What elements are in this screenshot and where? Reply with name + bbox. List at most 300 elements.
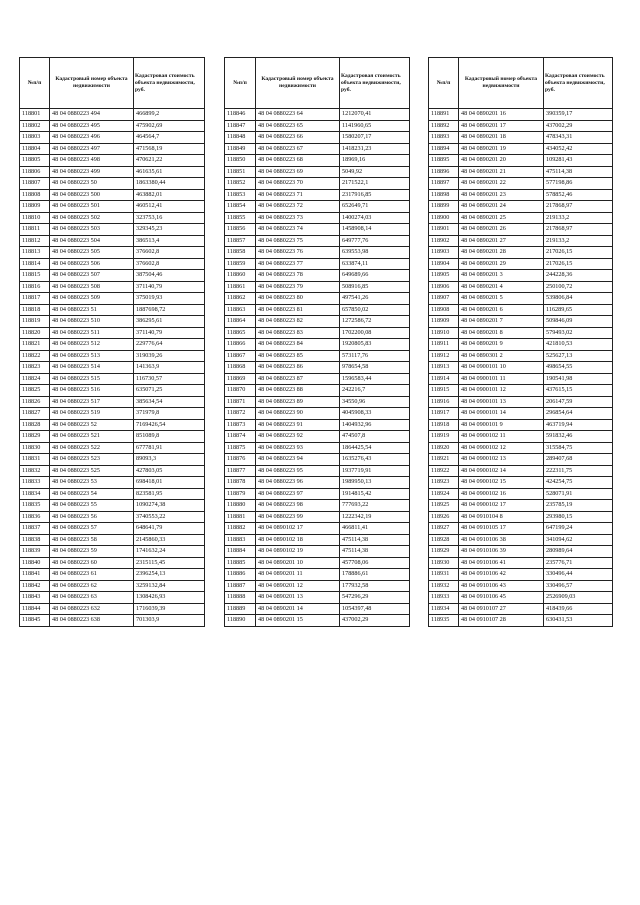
cadastral-cost-cell: 777693,22: [340, 500, 410, 512]
row-number-cell: 118897: [429, 178, 459, 190]
cadastral-number-cell: 48 04 0880223 510: [50, 316, 134, 328]
cadastral-cost-cell: 474507,8: [340, 431, 410, 443]
cadastral-number-cell: 48 04 0890201 11: [256, 569, 340, 581]
table-row: [225, 224, 410, 236]
cadastral-cost-cell: 217026,15: [544, 258, 613, 270]
row-number-cell: 118801: [20, 109, 50, 121]
table-row: [429, 546, 613, 558]
table-row: [225, 385, 410, 397]
table-row: [429, 143, 613, 155]
row-number-cell: 118845: [20, 615, 50, 627]
table-row: [20, 212, 205, 224]
cadastral-number-cell: 48 04 0890201 6: [459, 304, 544, 316]
table-row: [429, 615, 613, 627]
cadastral-number-cell: 48 04 0880223 68: [256, 155, 340, 167]
cadastral-number-cell: 48 04 0880223 512: [50, 339, 134, 351]
row-number-cell: 118870: [225, 385, 256, 397]
table-row: [20, 569, 205, 581]
row-number-cell: 118910: [429, 327, 459, 339]
row-number-cell: 118900: [429, 212, 459, 224]
cadastral-cost-cell: 217868,97: [544, 201, 613, 213]
row-number-cell: 118904: [429, 258, 459, 270]
cadastral-cost-cell: 3259132,84: [134, 580, 205, 592]
cadastral-number-cell: 48 04 0910106 41: [459, 557, 544, 569]
header-cost: Кадастровая стоимость объекта недвижимости, руб.: [134, 58, 205, 109]
table-row: [429, 465, 613, 477]
cadastral-number-cell: 48 04 0900101 11: [459, 373, 544, 385]
cadastral-cost-cell: 4045908,33: [340, 408, 410, 420]
table-row: [225, 339, 410, 351]
table-row: [225, 247, 410, 259]
cadastral-cost-cell: 648641,79: [134, 523, 205, 535]
row-number-cell: 118830: [20, 442, 50, 454]
table-row: [225, 189, 410, 201]
cadastral-cost-cell: 578852,46: [544, 189, 613, 201]
row-number-cell: 118931: [429, 569, 459, 581]
cadastral-cost-cell: 371140,79: [134, 327, 205, 339]
cadastral-cost-cell: 464564,7: [134, 132, 205, 144]
table-row: [225, 373, 410, 385]
row-number-cell: 118857: [225, 235, 256, 247]
cadastral-cost-cell: 217868,97: [544, 224, 613, 236]
cadastral-number-cell: 48 04 0880223 85: [256, 350, 340, 362]
row-number-cell: 118853: [225, 189, 256, 201]
table-row: [20, 350, 205, 362]
row-number-cell: 118926: [429, 511, 459, 523]
table-row: [20, 385, 205, 397]
row-number-cell: 118884: [225, 546, 256, 558]
table-row: [225, 362, 410, 374]
cadastral-number-cell: 48 04 0880223 76: [256, 247, 340, 259]
table-row: [429, 304, 613, 316]
table-row: [20, 431, 205, 443]
row-number-cell: 118887: [225, 580, 256, 592]
cadastral-cost-cell: 323753,16: [134, 212, 205, 224]
row-number-cell: 118882: [225, 523, 256, 535]
header-cadastral: Кадастровый номер объекта недвижимости: [256, 58, 340, 109]
row-number-cell: 118808: [20, 189, 50, 201]
row-number-cell: 118862: [225, 293, 256, 305]
row-number-cell: 118920: [429, 442, 459, 454]
table-row: [225, 235, 410, 247]
row-number-cell: 118929: [429, 546, 459, 558]
row-number-cell: 118872: [225, 408, 256, 420]
cadastral-cost-cell: 498654,55: [544, 362, 613, 374]
row-number-cell: 118844: [20, 603, 50, 615]
row-number-cell: 118933: [429, 592, 459, 604]
table-row: [20, 488, 205, 500]
row-number-cell: 118878: [225, 477, 256, 489]
cadastral-number-cell: 48 04 0890301 2: [459, 350, 544, 362]
cadastral-number-cell: 48 04 0880223 69: [256, 166, 340, 178]
row-number-cell: 118826: [20, 396, 50, 408]
cadastral-number-cell: 48 04 0880223 61: [50, 569, 134, 581]
table-row: [20, 327, 205, 339]
table-row: [225, 327, 410, 339]
cadastral-cost-cell: 466899,2: [134, 109, 205, 121]
cadastral-cost-cell: 1400274,03: [340, 212, 410, 224]
header-cadastral: Кадастровый номер объекта недвижимости: [459, 58, 544, 109]
row-number-cell: 118891: [429, 109, 459, 121]
cadastral-cost-cell: 244228,36: [544, 270, 613, 282]
table-row: [429, 454, 613, 466]
table-row: [225, 155, 410, 167]
cadastral-cost-cell: 386295,61: [134, 316, 205, 328]
table-row: [429, 419, 613, 431]
table-row: [20, 523, 205, 535]
table-row: [225, 580, 410, 592]
cadastral-cost-cell: 289407,68: [544, 454, 613, 466]
cadastral-cost-cell: 293980,15: [544, 511, 613, 523]
table-row: [429, 293, 613, 305]
cadastral-cost-cell: 460512,41: [134, 201, 205, 213]
cadastral-cost-cell: 1272586,72: [340, 316, 410, 328]
table-row: [225, 281, 410, 293]
row-number-cell: 118869: [225, 373, 256, 385]
cadastral-cost-cell: 371140,79: [134, 281, 205, 293]
cadastral-cost-cell: 630431,53: [544, 615, 613, 627]
table-body: [225, 109, 410, 627]
row-number-cell: 118835: [20, 500, 50, 512]
table-row: [20, 201, 205, 213]
cadastral-number-cell: 48 04 0880223 638: [50, 615, 134, 627]
cadastral-cost-cell: 1090274,38: [134, 500, 205, 512]
table-row: [225, 166, 410, 178]
cadastral-number-cell: 48 04 0880223 91: [256, 419, 340, 431]
table-row: [429, 339, 613, 351]
cadastral-cost-cell: 652649,71: [340, 201, 410, 213]
cadastral-cost-cell: 1863380,44: [134, 178, 205, 190]
cadastral-cost-cell: 386513,4: [134, 235, 205, 247]
cadastral-number-cell: 48 04 0890201 5: [459, 293, 544, 305]
table-row: [20, 557, 205, 569]
row-number-cell: 118825: [20, 385, 50, 397]
table-row: [429, 408, 613, 420]
table-row: [20, 235, 205, 247]
table-row: [429, 488, 613, 500]
table-row: [225, 304, 410, 316]
table-row: [225, 316, 410, 328]
cadastral-cost-cell: 385634,54: [134, 396, 205, 408]
row-number-cell: 118886: [225, 569, 256, 581]
cadastral-number-cell: 48 04 0880223 87: [256, 373, 340, 385]
cadastral-number-cell: 48 04 0880223 80: [256, 293, 340, 305]
cadastral-cost-cell: 478343,31: [544, 132, 613, 144]
row-number-cell: 118839: [20, 546, 50, 558]
cadastral-cost-cell: 2315115,45: [134, 557, 205, 569]
cadastral-number-cell: 48 04 0880223 508: [50, 281, 134, 293]
row-number-cell: 118842: [20, 580, 50, 592]
cadastral-cost-cell: 421810,53: [544, 339, 613, 351]
row-number-cell: 118812: [20, 235, 50, 247]
cadastral-number-cell: 48 04 0900102 14: [459, 465, 544, 477]
row-number-cell: 118915: [429, 385, 459, 397]
cadastral-cost-cell: 1914815,42: [340, 488, 410, 500]
cadastral-cost-cell: 547296,29: [340, 592, 410, 604]
cadastral-cost-cell: 34550,96: [340, 396, 410, 408]
cadastral-cost-cell: 591832,46: [544, 431, 613, 443]
table-row: [225, 132, 410, 144]
table-row: [429, 523, 613, 535]
cadastral-cost-cell: 190541,98: [544, 373, 613, 385]
cadastral-number-cell: 48 04 0880223 515: [50, 373, 134, 385]
cadastral-number-cell: 48 04 0880223 81: [256, 304, 340, 316]
table-row: [20, 546, 205, 558]
cadastral-number-cell: 48 04 0880223 77: [256, 258, 340, 270]
table-row: [225, 419, 410, 431]
row-number-cell: 118851: [225, 166, 256, 178]
header-cadastral: Кадастровый номер объекта недвижимости: [50, 58, 134, 109]
cadastral-cost-cell: 141363,9: [134, 362, 205, 374]
row-number-cell: 118804: [20, 143, 50, 155]
cadastral-number-cell: 48 04 0880223 89: [256, 396, 340, 408]
table-row: [429, 362, 613, 374]
cadastral-cost-cell: 525627,13: [544, 350, 613, 362]
cadastral-cost-cell: 1458908,14: [340, 224, 410, 236]
row-number-cell: 118901: [429, 224, 459, 236]
table-row: [429, 385, 613, 397]
cadastral-number-cell: 48 04 0900101 12: [459, 385, 544, 397]
cadastral-number-cell: 48 04 0880223 523: [50, 454, 134, 466]
cadastral-number-cell: 48 04 0880223 70: [256, 178, 340, 190]
cadastral-cost-cell: 375019,93: [134, 293, 205, 305]
table-row: [20, 132, 205, 144]
cadastral-number-cell: 48 04 0880223 95: [256, 465, 340, 477]
cadastral-number-cell: 48 04 0880223 496: [50, 132, 134, 144]
cadastral-cost-cell: 116730,57: [134, 373, 205, 385]
table-row: [429, 373, 613, 385]
cadastral-cost-cell: 1702200,08: [340, 327, 410, 339]
table-row: [429, 166, 613, 178]
table-row: [225, 569, 410, 581]
cadastral-number-cell: 48 04 0880223 495: [50, 120, 134, 132]
cadastral-number-cell: 48 04 0880223 503: [50, 224, 134, 236]
row-number-cell: 118921: [429, 454, 459, 466]
row-number-cell: 118850: [225, 155, 256, 167]
table-row: [225, 396, 410, 408]
table-row: [225, 454, 410, 466]
cadastral-number-cell: 48 04 0880223 51: [50, 304, 134, 316]
row-number-cell: 118875: [225, 442, 256, 454]
row-number-cell: 118841: [20, 569, 50, 581]
cadastral-cost-cell: 390359,17: [544, 109, 613, 121]
cadastral-cost-cell: 437615,15: [544, 385, 613, 397]
cadastral-cost-cell: 457708,06: [340, 557, 410, 569]
cadastral-number-cell: 48 04 0880223 93: [256, 442, 340, 454]
cadastral-number-cell: 48 04 0890201 23: [459, 189, 544, 201]
cadastral-cost-cell: 250100,72: [544, 281, 613, 293]
header-cost: Кадастровая стоимость объекта недвижимости, руб.: [340, 58, 410, 109]
cadastral-number-cell: 48 04 0880223 72: [256, 201, 340, 213]
table-row: [429, 534, 613, 546]
row-number-cell: 118818: [20, 304, 50, 316]
table-row: [225, 592, 410, 604]
cadastral-number-cell: 48 04 0900102 11: [459, 431, 544, 443]
row-number-cell: 118858: [225, 247, 256, 259]
table-row: [429, 270, 613, 282]
cadastral-number-cell: 48 04 0880223 64: [256, 109, 340, 121]
table-row: [429, 212, 613, 224]
row-number-cell: 118879: [225, 488, 256, 500]
row-number-cell: 118930: [429, 557, 459, 569]
cadastral-number-cell: 48 04 0880223 84: [256, 339, 340, 351]
cadastral-cost-cell: 577198,86: [544, 178, 613, 190]
cadastral-cost-cell: 434052,42: [544, 143, 613, 155]
row-number-cell: 118935: [429, 615, 459, 627]
cadastral-number-cell: 48 04 0900102 15: [459, 477, 544, 489]
cadastral-cost-cell: 1716039,39: [134, 603, 205, 615]
row-number-cell: 118883: [225, 534, 256, 546]
cadastral-number-cell: 48 04 0890201 8: [459, 327, 544, 339]
cadastral-number-cell: 48 04 0880223 500: [50, 189, 134, 201]
cadastral-number-cell: 48 04 0890201 13: [256, 592, 340, 604]
cadastral-number-cell: 48 04 0890201 9: [459, 339, 544, 351]
table-row: [20, 316, 205, 328]
cadastral-number-cell: 48 04 0890201 20: [459, 155, 544, 167]
cadastral-number-cell: 48 04 0890201 7: [459, 316, 544, 328]
cadastral-cost-cell: 427803,05: [134, 465, 205, 477]
cadastral-number-cell: 48 04 0880223 506: [50, 258, 134, 270]
cadastral-number-cell: 48 04 0890201 17: [459, 120, 544, 132]
cadastral-number-cell: 48 04 0880223 71: [256, 189, 340, 201]
row-number-cell: 118823: [20, 362, 50, 374]
cadastral-number-cell: 48 04 0900101 13: [459, 396, 544, 408]
row-number-cell: 118805: [20, 155, 50, 167]
table-header-row: [225, 58, 410, 109]
cadastral-cost-cell: 475114,38: [340, 534, 410, 546]
cadastral-cost-cell: 376602,8: [134, 247, 205, 259]
cadastral-number-cell: 48 04 0890201 12: [256, 580, 340, 592]
table-row: [20, 120, 205, 132]
table-row: [20, 189, 205, 201]
cadastral-cost-cell: 528071,91: [544, 488, 613, 500]
cadastral-table-1: [19, 57, 205, 627]
cadastral-cost-cell: 330496,44: [544, 569, 613, 581]
row-number-cell: 118890: [225, 615, 256, 627]
table-row: [225, 488, 410, 500]
row-number-cell: 118809: [20, 201, 50, 213]
cadastral-number-cell: 48 04 0890201 24: [459, 201, 544, 213]
cadastral-table-2: [224, 57, 410, 627]
table-row: [225, 477, 410, 489]
cadastral-cost-cell: 1864425,54: [340, 442, 410, 454]
cadastral-cost-cell: 280989,64: [544, 546, 613, 558]
table-row: [20, 592, 205, 604]
table-body: [429, 109, 613, 627]
cadastral-cost-cell: 1054397,48: [340, 603, 410, 615]
row-number-cell: 118843: [20, 592, 50, 604]
table-row: [429, 396, 613, 408]
table-header-row: [429, 58, 613, 109]
cadastral-number-cell: 48 04 0880223 57: [50, 523, 134, 535]
row-number-cell: 118876: [225, 454, 256, 466]
cadastral-number-cell: 48 04 0880223 505: [50, 247, 134, 259]
table-row: [429, 316, 613, 328]
row-number-cell: 118889: [225, 603, 256, 615]
header-num: №п/п: [429, 58, 459, 109]
cadastral-number-cell: 48 04 0880223 522: [50, 442, 134, 454]
cadastral-number-cell: 48 04 0890201 21: [459, 166, 544, 178]
row-number-cell: 118905: [429, 270, 459, 282]
cadastral-cost-cell: 635071,25: [134, 385, 205, 397]
row-number-cell: 118836: [20, 511, 50, 523]
cadastral-number-cell: 48 04 0880223 511: [50, 327, 134, 339]
table-row: [429, 247, 613, 259]
row-number-cell: 118873: [225, 419, 256, 431]
row-number-cell: 118868: [225, 362, 256, 374]
table-row: [429, 442, 613, 454]
table-row: [20, 109, 205, 121]
row-number-cell: 118922: [429, 465, 459, 477]
cadastral-cost-cell: 437002,29: [340, 615, 410, 627]
cadastral-cost-cell: 2145860,33: [134, 534, 205, 546]
cadastral-cost-cell: 437002,29: [544, 120, 613, 132]
row-number-cell: 118834: [20, 488, 50, 500]
cadastral-cost-cell: 315584,75: [544, 442, 613, 454]
cadastral-number-cell: 48 04 0880223 521: [50, 431, 134, 443]
table-row: [20, 373, 205, 385]
cadastral-number-cell: 48 04 0880223 499: [50, 166, 134, 178]
cadastral-number-cell: 48 04 0910104 8: [459, 511, 544, 523]
cadastral-cost-cell: 1989950,13: [340, 477, 410, 489]
table-row: [225, 511, 410, 523]
cadastral-number-cell: 48 04 0910106 39: [459, 546, 544, 558]
table-row: [225, 212, 410, 224]
cadastral-number-cell: 48 04 0880223 498: [50, 155, 134, 167]
row-number-cell: 118903: [429, 247, 459, 259]
cadastral-number-cell: 48 04 0910106 45: [459, 592, 544, 604]
row-number-cell: 118816: [20, 281, 50, 293]
table-row: [429, 327, 613, 339]
row-number-cell: 118813: [20, 247, 50, 259]
row-number-cell: 118894: [429, 143, 459, 155]
row-number-cell: 118864: [225, 316, 256, 328]
table-row: [225, 270, 410, 282]
row-number-cell: 118923: [429, 477, 459, 489]
cadastral-cost-cell: 1937719,91: [340, 465, 410, 477]
table-row: [20, 270, 205, 282]
table-row: [20, 500, 205, 512]
cadastral-number-cell: 48 04 0890201 15: [256, 615, 340, 627]
cadastral-cost-cell: 1418231,23: [340, 143, 410, 155]
row-number-cell: 118806: [20, 166, 50, 178]
table-row: [225, 615, 410, 627]
table-row: [20, 419, 205, 431]
table-row: [429, 224, 613, 236]
row-number-cell: 118914: [429, 373, 459, 385]
row-number-cell: 118831: [20, 454, 50, 466]
cadastral-number-cell: 48 04 0880223 514: [50, 362, 134, 374]
cadastral-number-cell: 48 04 0880223 83: [256, 327, 340, 339]
cadastral-cost-cell: 235776,71: [544, 557, 613, 569]
row-number-cell: 118880: [225, 500, 256, 512]
cadastral-number-cell: 48 04 0880223 79: [256, 281, 340, 293]
cadastral-number-cell: 48 04 0880223 507: [50, 270, 134, 282]
cadastral-cost-cell: 823581,95: [134, 488, 205, 500]
cadastral-number-cell: 48 04 0910106 42: [459, 569, 544, 581]
cadastral-number-cell: 48 04 0880223 632: [50, 603, 134, 615]
cadastral-number-cell: 48 04 0890201 22: [459, 178, 544, 190]
header-num: №п/п: [20, 58, 50, 109]
cadastral-cost-cell: 330496,57: [544, 580, 613, 592]
cadastral-number-cell: 48 04 0900101 9: [459, 419, 544, 431]
table-row: [20, 293, 205, 305]
row-number-cell: 118814: [20, 258, 50, 270]
table-row: [429, 281, 613, 293]
table-row: [225, 442, 410, 454]
row-number-cell: 118925: [429, 500, 459, 512]
table-row: [225, 120, 410, 132]
